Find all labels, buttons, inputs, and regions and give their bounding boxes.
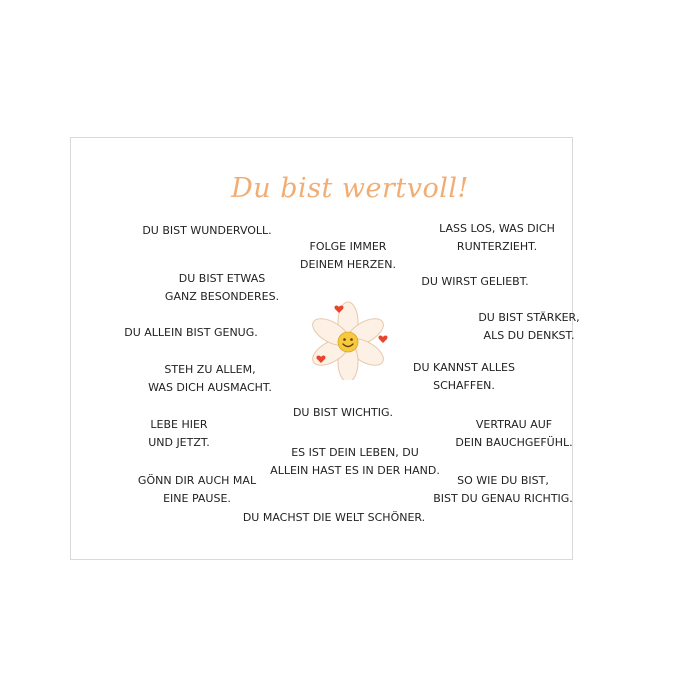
poster-title: Du bist wertvoll! (231, 173, 469, 204)
heart-icon (378, 336, 387, 343)
affirmation-folge: FOLGE IMMER DEINEM HERZEN. (300, 240, 396, 271)
affirmation-bauchgefuehl: VERTRAU AUF DEIN BAUCHGEFÜHL. (455, 418, 573, 449)
affirmation-steh-zu: STEH ZU ALLEM, WAS DICH AUSMACHT. (148, 363, 272, 394)
affirmation-genug: DU ALLEIN BIST GENUG. (124, 326, 258, 339)
affirmation-lass-los: LASS LOS, WAS DICH RUNTERZIEHT. (439, 222, 555, 253)
affirmation-wichtig: DU BIST WICHTIG. (292, 406, 394, 419)
daisy-smiley-icon (303, 300, 393, 380)
affirmation-richtig: SO WIE DU BIST, BIST DU GENAU RICHTIG. (433, 474, 573, 505)
affirmation-dein-leben: ES IST DEIN LEBEN, DU ALLEIN HAST ES IN DER HAND. (270, 446, 440, 477)
affirmation-wundervoll: DU BIST WUNDERVOLL. (142, 224, 272, 237)
affirmation-lebe-hier: LEBE HIER UND JETZT. (148, 418, 210, 449)
affirmation-pause: GÖNN DIR AUCH MAL EINE PAUSE. (137, 474, 257, 505)
affirmation-schaffen: DU KANNST ALLES SCHAFFEN. (413, 361, 515, 392)
affirmation-schoener: DU MACHST DIE WELT SCHÖNER. (242, 511, 426, 524)
affirmation-geliebt: DU WIRST GELIEBT. (421, 275, 529, 288)
affirmation-besonderes: DU BIST ETWAS GANZ BESONDERES. (164, 272, 280, 303)
affirmation-staerker: DU BIST STÄRKER, ALS DU DENKST. (478, 311, 580, 342)
